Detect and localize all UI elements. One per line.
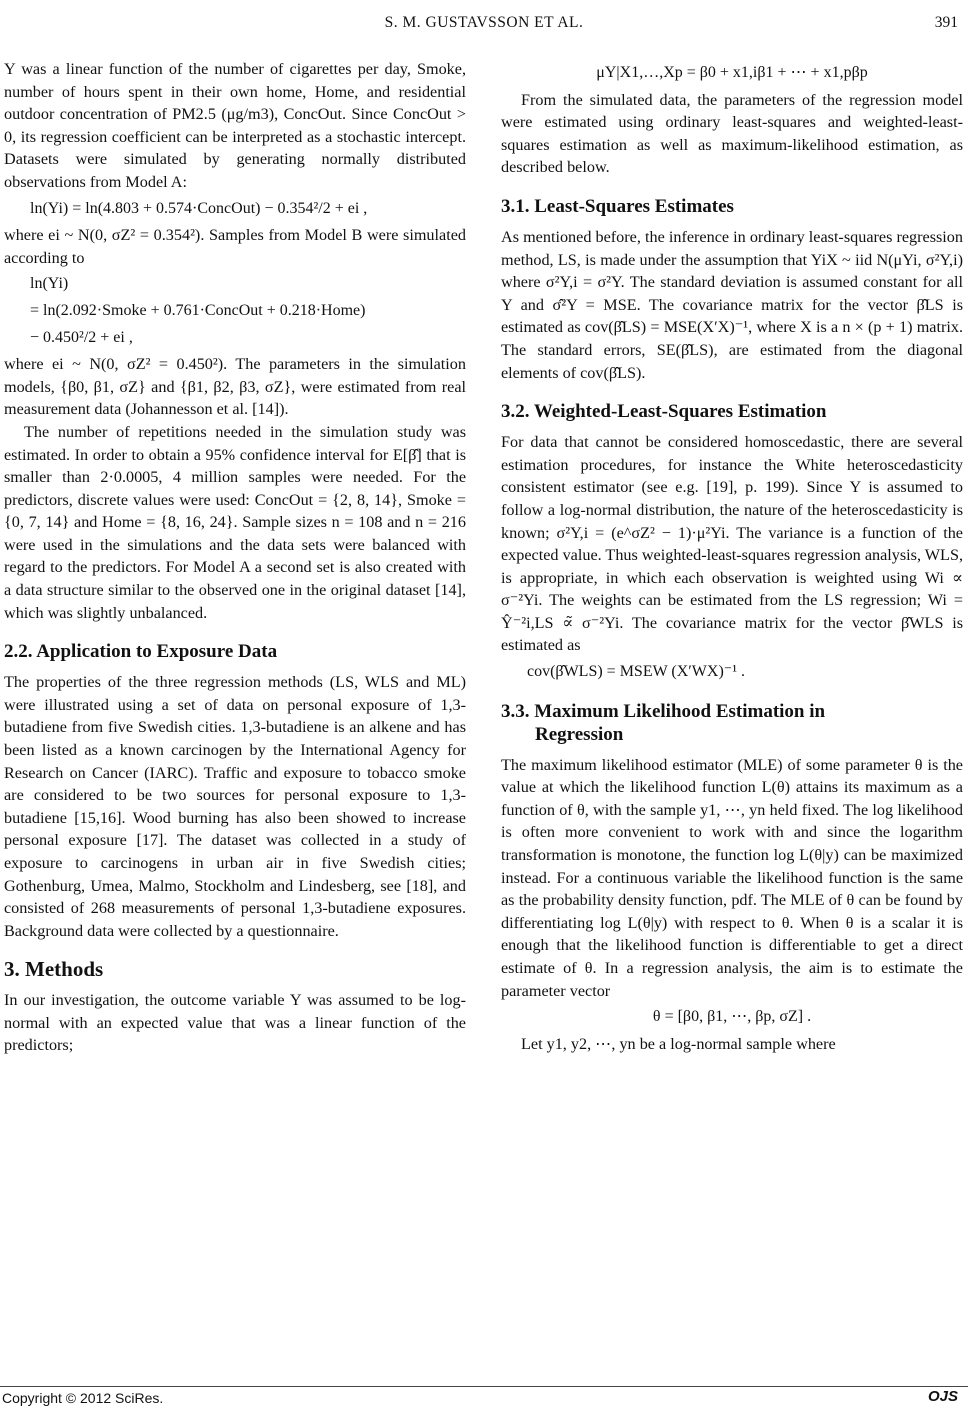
paragraph: Y was a linear function of the number of cigarettes per day, Smoke, number of hours spent in their own home, Home, and residential outdoor concentration of PM2.5 (μg/m3), ConcOut. Since ConcOut > 0, its regression coefficient can be interpreted as a stochastic intercept. Datasets were simulated by generating normally distributed observations from Model A: [4,60,466,191]
page-footer [0,1386,968,1414]
section-heading-line2: Regression [535,723,624,745]
section-heading: 2.2. Application to Exposure Data [4,641,278,663]
equation-model-a: ln(Yi) = ln(4.803 + 0.574·ConcOut) − 0.354²/2 + ei , [30,199,368,217]
section-heading: 3.2. Weighted-Least-Squares Estimation [501,401,827,423]
footer-rule [0,1386,968,1387]
paragraph: The properties of the three regression methods (LS, WLS and ML) were illustrated using a set of data on personal exposure of 1,3-butadiene from five Swedish cities. 1,3-butadiene is an alkene and has been listed as a known carcinogen by the International Agency for Research on Cancer (IARC). Traffic and exposure to tobacco smoke are considered to be two sources for personal exposure to 1,3-butadiene [15,16]. Wood burning has also been showed to increase personal exposure [17]. The dataset was collected in a study of exposure to carcinogens in urban air in five Swedish cities; Gothenburg, Umea, Malmo, Stockholm and Lindesberg, see [18], and consisted of 268 measurements of personal 1,3-butadiene exposures. Background data were collected by a questionnaire. [4,673,466,940]
paragraph: From the simulated data, the parameters of the regression model were estimated using ordinary least-squares and weighted-least-squares estimation as well as maximum-likelihood estimation, as described below. [501,90,963,177]
left-column [4,58,466,1057]
equation-theta: θ = [β0, β1, ⋯, βp, σZ] . [652,1008,812,1026]
equation-model-b-line1: ln(Yi) [30,275,69,293]
equation-model-b-line2: = ln(2.092·Smoke + 0.761·ConcOut + 0.218·Home) [30,301,366,319]
section-heading [501,700,963,746]
paragraph: As mentioned before, the inference in ordinary least-squares regression method, LS, is made under the assumption that YiX ~ iid N(μYi, σ²Y,i) where σ²Y,i = σ²Y. The standard deviation is assumed constant for all Y and σ̂²Y = MSE. The covariance matrix for the vector β̂LS is estimated as cov(β̂LS) = MSE(X′X)⁻¹, where X is a n × (p + 1) matrix. The standard errors, SE(β̂LS), are estimated from the diagonal elements of cov(β̂LS). [501,227,963,382]
paragraph: The number of repetitions needed in the simulation study was estimated. In order to obtain a 95% confidence interval for E[β̂] that is smaller than 2·0.0005, 4 million samples were needed. For the predictors, discrete values were used: ConcOut = {2, 8, 14}, Smoke = {0, 7, 14} and Home = {8, 16, 24}. Sample sizes n = 108 and n = 216 were used in the simulations and the data sets were balanced with regard to the predictors. For Model A a second set is also created with a data structure similar to the observed one in the original dataset [14], which was slightly unbalanced. [4,422,466,622]
page-header [0,0,968,40]
running-title: S. M. GUSTAVSSON ET AL. [384,14,584,31]
section-heading: 3. Methods [4,957,104,982]
paragraph: where ei ~ N(0, σZ² = 0.354²). Samples from Model B were simulated according to [4,226,466,267]
equation-wls-covariance: cov(β̂WLS) = MSEW (X′WX)⁻¹ . [527,663,746,681]
page-number: 391 [934,14,958,31]
paragraph: In our investigation, the outcome variable Y was assumed to be log-normal with an expected value that was a linear function of the predictors; [4,990,466,1055]
paragraph: Let y1, y2, ⋯, yn be a log-normal sample where [521,1034,836,1053]
right-column [501,58,963,1055]
section-heading-line1: 3.3. Maximum Likelihood Estimation in [501,700,826,722]
copyright: Copyright © 2012 SciRes. [2,1390,164,1406]
paragraph: where ei ~ N(0, σZ² = 0.450²). The parameters in the simulation models, {β0, β1, σZ} and {β1, β2, β3, σZ}, were estimated from real measurement data (Johannesson et al. [14]). [4,355,466,419]
equation-model-b-line3: − 0.450²/2 + ei , [30,328,133,346]
paragraph: The maximum likelihood estimator (MLE) of some parameter θ is the value at which the likelihood function L(θ) attains its maximum as a function of θ, with the sample y1, ⋯, yn held fixed. The log likelihood is often more convenient to work with and since the logarithm transformation is monotone, the function log L(θ|y) can be maximized instead. For a continuous variable the likelihood function is the same as the probability density function, pdf. The MLE of θ can be found by differentiating log L(θ|y) with respect to θ. When θ is a scalar it is enough that the likelihood function is differentiable to get a direct estimate of θ. In a regression analysis, the aim is to estimate the parameter vector [501,755,963,1000]
section-heading: 3.1. Least-Squares Estimates [501,195,734,217]
equation-expected-value: μY|X1,…,Xp = β0 + x1,iβ1 + ⋯ + x1,pβp [596,64,868,81]
paragraph: For data that cannot be considered homoscedastic, there are several estimation procedures, for instance the White heteroscedasticity consistent estimator (see e.g. [19], p. 199). Since Y is assumed to follow a log-normal distribution, the nature of the heteroscedasticity is known; σ²Y,i = (e^σZ² − 1)·μ²Yi. The variance is a function of the expected value. Thus weighted-least-squares regression analysis, WLS, is appropriate, in which each observation is weighted using Wi ∝ σ⁻²Yi. The weights can be estimated from the LS regression; Wi = Ŷ⁻²i,LS ∝̃ σ⁻²Yi. The covariance matrix for the vector β̂WLS is estimated as [501,433,963,655]
journal-abbrev: OJS [927,1388,958,1405]
